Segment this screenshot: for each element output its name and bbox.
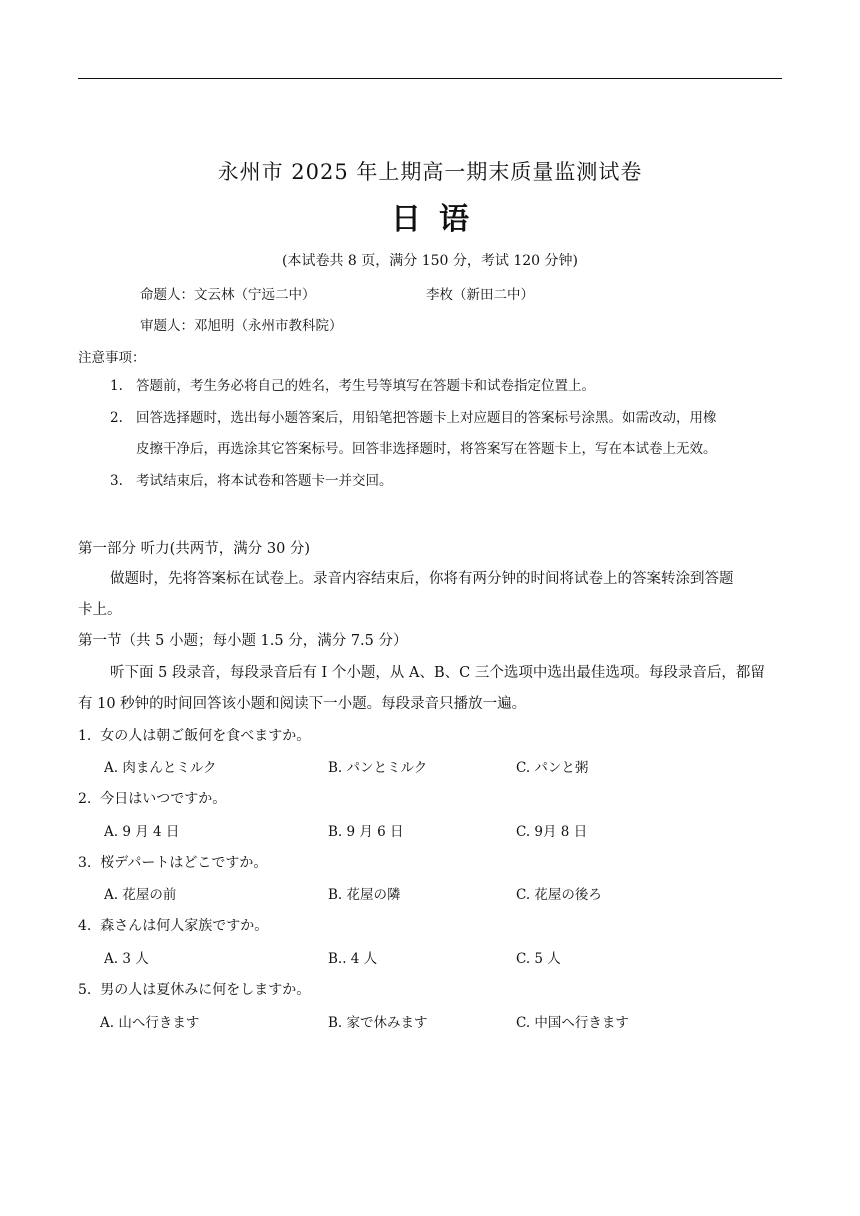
question-3-option-a: A. 花屋の前 bbox=[104, 887, 177, 903]
question-text: 男の人は夏休みに何をしますか。 bbox=[100, 982, 311, 998]
note-text: 考试结束后，将本试卷和答题卡一并交回。 bbox=[136, 473, 393, 489]
note-item-2 bbox=[110, 403, 784, 465]
note-item-1 bbox=[110, 371, 784, 402]
question-4-option-a: A. 3 人 bbox=[104, 951, 149, 967]
question-number: 4. bbox=[78, 918, 92, 934]
question-5-option-b: B. 家で休みます bbox=[328, 1015, 428, 1031]
question-2-option-a: A. 9 月 4 日 bbox=[104, 824, 180, 840]
question-4 bbox=[78, 915, 268, 935]
note-number: 2. bbox=[110, 410, 123, 426]
header-rule bbox=[78, 78, 782, 79]
proposer-2: 李枚（新田二中） bbox=[426, 287, 534, 303]
proposer-1: 命题人：文云林（宁远二中） bbox=[140, 287, 316, 303]
exam-title: 永州市 2025 年上期高一期末质量监测试卷 bbox=[217, 160, 643, 184]
part1-instruction-line1: 做题时，先将答案标在试卷上。录音内容结束后，你将有两分钟的时间将试卷上的答案转涂到答题 bbox=[110, 571, 734, 587]
subject-title: 日语 bbox=[391, 202, 487, 237]
question-number: 1. bbox=[78, 728, 92, 744]
question-3-option-b: B. 花屋の隣 bbox=[328, 887, 401, 903]
note-text: 答题前，考生务必将自己的姓名，考生号等填写在答题卡和试卷指定位置上。 bbox=[136, 378, 595, 394]
question-number: 5. bbox=[78, 982, 92, 998]
question-1-option-b: B. パンとミルク bbox=[328, 760, 428, 776]
question-2 bbox=[78, 788, 226, 808]
question-text: 今日はいつですか。 bbox=[100, 791, 227, 807]
question-2-option-c: C. 9月 8 日 bbox=[516, 824, 588, 840]
part1-instruction-line2: 卡上。 bbox=[78, 602, 122, 618]
notes-heading: 注意事项： bbox=[78, 350, 146, 366]
part1-heading: 第一部分 听力(共两节，满分 30 分) bbox=[78, 541, 311, 557]
section1-instruction-line2: 有 10 秒钟的时间回答该小题和阅读下一小题。每段录音只播放一遍。 bbox=[78, 696, 527, 712]
question-text: 女の人は朝ご飯何を食べますか。 bbox=[100, 728, 311, 744]
exam-info: (本试卷共 8 页，满分 150 分，考试 120 分钟) bbox=[282, 253, 578, 269]
section1-heading: 第一节（共 5 小题；每小题 1.5 分，满分 7.5 分） bbox=[78, 633, 408, 649]
section1-instruction-line1: 听下面 5 段录音，每段录音后有 I 个小题，从 A、B、C 三个选项中选出最佳选项。每段录音后，都留 bbox=[110, 665, 765, 681]
question-text: 桜デパートはどこですか。 bbox=[100, 855, 268, 871]
note-number: 1. bbox=[110, 378, 123, 394]
note-text-continued: 皮擦干净后，再选涂其它答案标号。回答非选择题时，将答案写在答题卡上，写在本试卷上无效。 bbox=[136, 441, 717, 457]
question-text: 森さんは何人家族ですか。 bbox=[100, 918, 269, 934]
question-number: 2. bbox=[78, 791, 92, 807]
question-1-option-c: C. パンと粥 bbox=[516, 760, 589, 776]
note-number: 3. bbox=[110, 473, 123, 489]
question-number: 3. bbox=[78, 855, 92, 871]
reviewer: 审题人：邓旭明（永州市教科院） bbox=[140, 318, 343, 334]
question-3 bbox=[78, 852, 267, 872]
question-2-option-b: B. 9 月 6 日 bbox=[328, 824, 404, 840]
question-4-option-b: B.. 4 人 bbox=[328, 951, 378, 967]
question-5-option-c: C. 中国へ行きます bbox=[516, 1015, 629, 1031]
note-item-3 bbox=[110, 466, 784, 497]
note-text: 回答选择题时，选出每小题答案后，用铅笔把答题卡上对应题目的答案标号涂黑。如需改动，用橡 bbox=[136, 410, 717, 426]
question-3-option-c: C. 花屋の後ろ bbox=[516, 887, 602, 903]
question-1 bbox=[78, 725, 310, 745]
question-4-option-c: C. 5 人 bbox=[516, 951, 561, 967]
question-5-option-a: A. 山へ行きます bbox=[100, 1015, 200, 1031]
question-1-option-a: A. 肉まんとミルク bbox=[104, 760, 217, 776]
question-5 bbox=[78, 979, 310, 999]
